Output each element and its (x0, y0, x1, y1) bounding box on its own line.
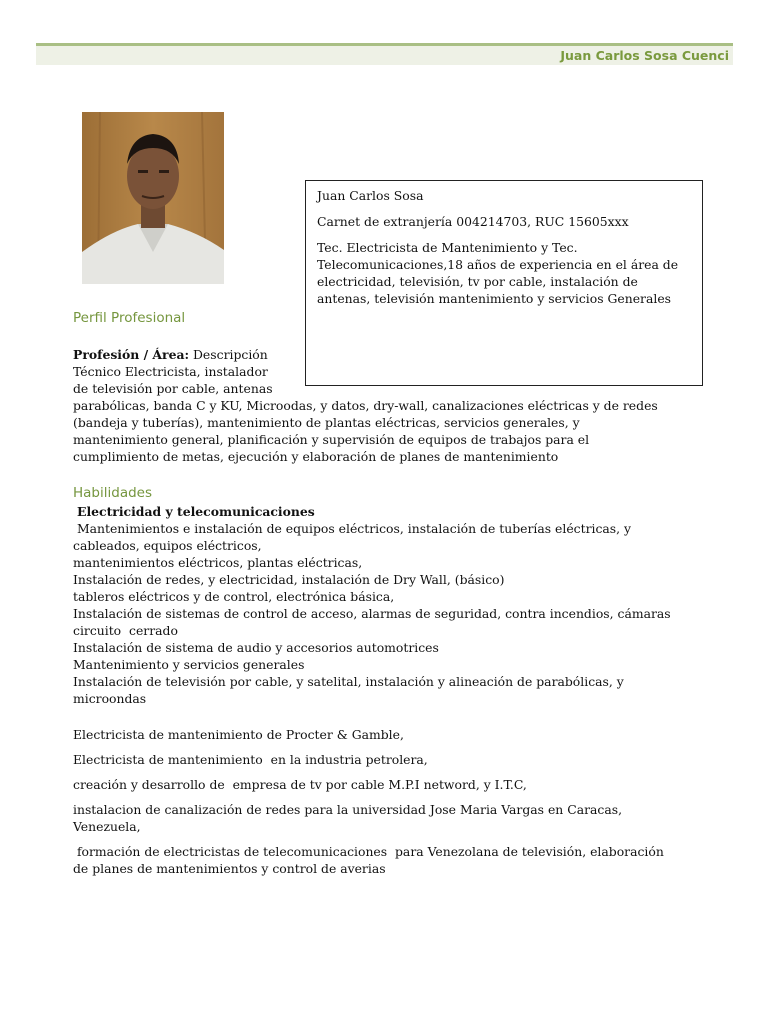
experience-line: Electricista de mantenimiento de Procter & Gamble, (73, 727, 404, 742)
experience-line: instalacion de canalización de redes para la universidad Jose Maria Vargas en Caracas, (73, 802, 623, 817)
experience-item (73, 801, 713, 835)
profile-line: cumplimiento de metas, ejecución y elaboración de planes de mantenimiento (73, 449, 559, 464)
profile-section (73, 346, 713, 465)
experience-item (73, 726, 713, 743)
info-summary-line: Tec. Electricista de Mantenimiento y Tec. (317, 240, 578, 255)
info-id-line: Carnet de extranjería 004214703, RUC 15605xxx (317, 214, 629, 229)
skills-subheading: Electricidad y telecomunicaciones (77, 504, 315, 519)
experience-line: de planes de mantenimientos y control de averias (73, 861, 386, 876)
profile-line: mantenimiento general, planificación y supervisión de equipos de trabajos para el (73, 432, 590, 447)
experience-line: Electricista de mantenimiento en la industria petrolera, (73, 752, 428, 767)
experience-line: creación y desarrollo de empresa de tv por cable M.P.I netword, y I.T.C, (73, 777, 527, 792)
info-name: Juan Carlos Sosa (317, 188, 424, 203)
skill-line: Instalación de sistemas de control de acceso, alarmas de seguridad, contra incendios, cámaras (73, 606, 671, 621)
skill-line: microondas (73, 691, 147, 706)
skills-section (73, 503, 713, 707)
profile-heading: Perfil Profesional (73, 310, 186, 326)
experience-section (73, 726, 713, 885)
skill-line: Instalación de televisión por cable, y satelital, instalación y alineación de parabólicas, y (73, 674, 624, 689)
skill-line: cableados, equipos eléctricos, (73, 538, 262, 553)
experience-item (73, 776, 713, 793)
info-summary-line: electricidad, televisión, tv por cable, instalación de (317, 274, 638, 289)
skill-line: mantenimientos eléctricos, plantas eléctricas, (73, 555, 363, 570)
profile-line: parabólicas, banda C y KU, Microodas, y datos, dry-wall, canalizaciones eléctricas y de redes (73, 398, 658, 413)
profile-line: de televisión por cable, antenas (73, 381, 273, 396)
experience-line: formación de electricistas de telecomunicaciones para Venezolana de televisión, elaboración (73, 844, 664, 859)
header-name: Juan Carlos Sosa Cuenci (560, 48, 729, 63)
skill-line: Instalación de sistema de audio y accesorios automotrices (73, 640, 439, 655)
profile-first-line (73, 346, 713, 363)
skill-line: Mantenimiento y servicios generales (73, 657, 305, 672)
experience-item (73, 751, 713, 768)
info-summary (317, 239, 692, 307)
skill-line: circuito cerrado (73, 623, 178, 638)
info-summary-line: Telecomunicaciones,18 años de experiencia en el área de (317, 257, 679, 272)
header-bar (36, 43, 733, 65)
info-summary-line: antenas, televisión mantenimiento y servicios Generales (317, 291, 672, 306)
profession-label: Profesión / Área: (73, 347, 190, 362)
skill-line: Instalación de redes, y electricidad, instalación de Dry Wall, (básico) (73, 572, 505, 587)
skill-line: tableros eléctricos y de control, electrónica básica, (73, 589, 395, 604)
experience-item (73, 843, 713, 877)
profession-first-text: Descripción (189, 347, 268, 362)
skills-heading: Habilidades (73, 485, 152, 501)
profile-photo (82, 112, 224, 284)
experience-line: Venezuela, (73, 819, 141, 834)
profile-line: Técnico Electricista, instalador (73, 364, 268, 379)
skill-line: Mantenimientos e instalación de equipos eléctricos, instalación de tuberías eléctricas, y (73, 521, 632, 536)
profile-line: (bandeja y tuberías), mantenimiento de plantas eléctricas, servicios generales, y (73, 415, 580, 430)
